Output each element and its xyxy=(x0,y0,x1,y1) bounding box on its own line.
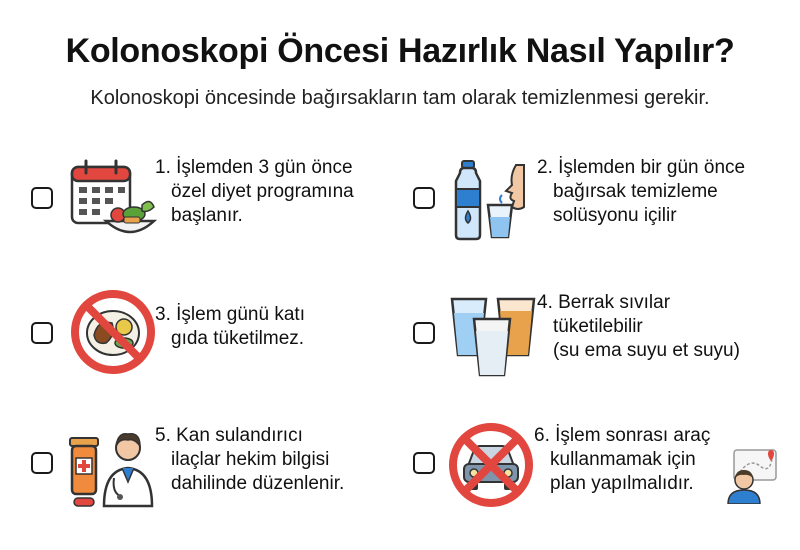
step-6 xyxy=(412,420,792,530)
step-3-line-1: 3. İşlem günü katı xyxy=(155,304,305,325)
step-5 xyxy=(30,420,410,530)
calendar-food-icon xyxy=(68,155,158,245)
water-drinking-icon xyxy=(450,155,540,245)
no-food-icon xyxy=(68,287,158,377)
step-5-checkbox[interactable] xyxy=(31,452,53,474)
step-1-text xyxy=(155,156,354,228)
no-driving-icon xyxy=(446,420,536,510)
step-1-line-1: 1. İşlemden 3 gün önce xyxy=(155,157,353,178)
step-1-line-3: başlanır. xyxy=(171,205,243,226)
step-3-checkbox[interactable] xyxy=(31,322,53,344)
step-2-line-1: 2. İşlemden bir gün önce xyxy=(537,157,746,178)
step-4-text xyxy=(537,291,740,363)
step-2 xyxy=(412,150,792,260)
step-2-text xyxy=(537,156,745,228)
step-6-line-1: 6. İşlem sonrası araç xyxy=(534,425,711,446)
step-4-line-2: tüketilebilir xyxy=(553,316,643,337)
step-6-checkbox[interactable] xyxy=(413,452,435,474)
step-5-line-1: 5. Kan sulandırıcı xyxy=(155,425,303,446)
step-3 xyxy=(30,285,410,395)
step-2-line-3: solüsyonu içilir xyxy=(553,205,677,226)
step-6-line-2: kullanmamak için xyxy=(550,449,696,470)
route-planning-icon xyxy=(724,448,780,504)
step-5-line-3: dahilinde düzenlenir. xyxy=(171,473,345,494)
step-3-line-2: gıda tüketilmez. xyxy=(171,328,305,349)
step-2-line-2: bağırsak temizleme xyxy=(553,181,718,202)
step-1-checkbox[interactable] xyxy=(31,187,53,209)
step-3-text xyxy=(155,303,305,351)
step-6-text xyxy=(534,424,710,496)
page-subtitle: Kolonoskopi öncesinde bağırsakların tam olarak temizlenmesi gerekir. xyxy=(90,87,710,109)
step-5-text xyxy=(155,424,344,496)
clear-liquids-icon xyxy=(450,289,540,379)
page-title: Kolonoskopi Öncesi Hazırlık Nasıl Yapılır? xyxy=(65,32,735,70)
step-4-line-3: (su ema suyu et suyu) xyxy=(553,340,740,361)
step-6-line-3: plan yapılmalıdır. xyxy=(550,473,694,494)
medicine-doctor-icon xyxy=(68,420,158,510)
step-1-line-2: özel diyet programına xyxy=(171,181,354,202)
step-1 xyxy=(30,150,410,260)
step-4-line-1: 4. Berrak sıvılar xyxy=(537,292,671,313)
step-2-checkbox[interactable] xyxy=(413,187,435,209)
step-5-line-2: ilaçlar hekim bilgisi xyxy=(171,449,330,470)
step-4-checkbox[interactable] xyxy=(413,322,435,344)
step-4 xyxy=(412,285,792,395)
